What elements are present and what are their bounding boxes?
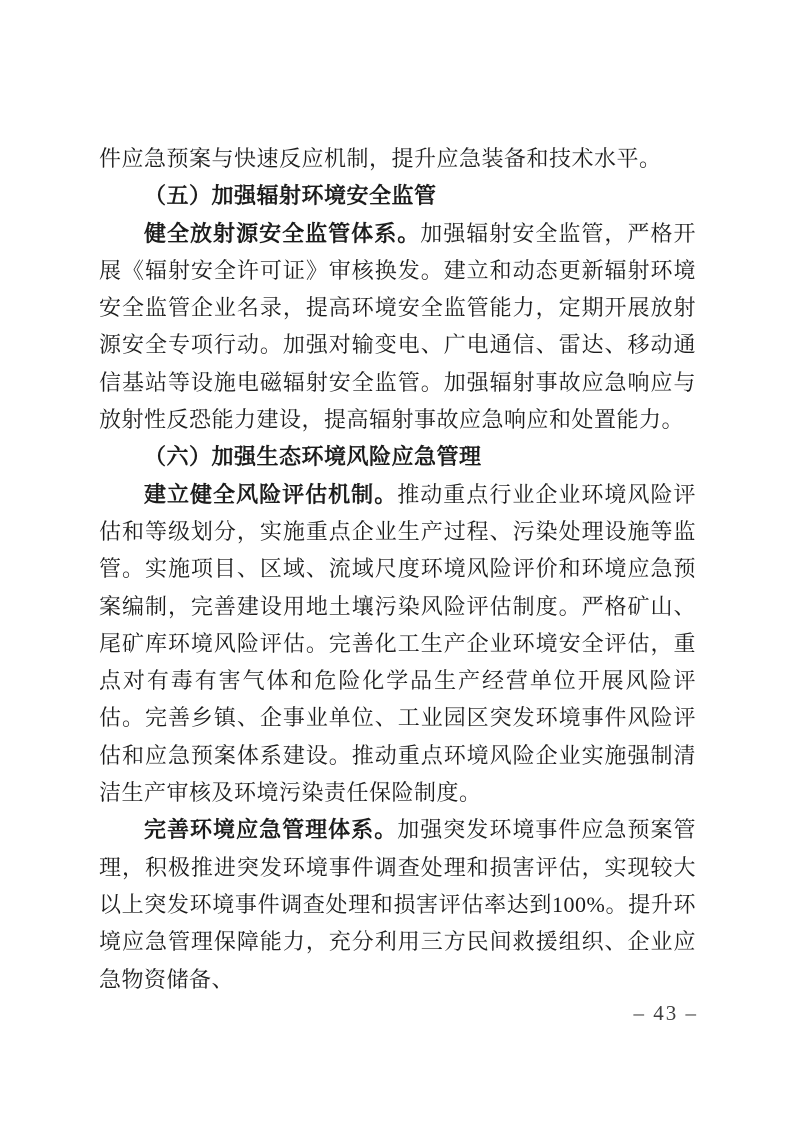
page-number: – 43 – — [633, 1001, 698, 1025]
paragraph-lead: 完善环境应急管理体系。 — [144, 817, 398, 843]
paragraph-text: 件应急预案与快速反应机制，提升应急装备和技术水平。 — [99, 146, 662, 171]
paragraph-lead: 建立健全风险评估机制。 — [144, 481, 398, 507]
paragraph — [99, 476, 696, 812]
paragraph-text: 推动重点行业企业环境风险评估和等级划分，实施重点企业生产过程、污染处理设施等监管。实施项目、区域、流域尺度环境风险评价和环境应急预案编制，完善建设用地土壤污染风险评估制度。严格矿山、尾矿库环境风险评估。完善化工生产企业环境安全评估，重点对有毒有害气体和危险化学品生产经营单位开展风险评估。完善乡镇、企事业单位、工业园区突发环境事件风险评估和应急预案体系建设。推动重点环境风险企业实施强制清洁生产审核及环境污染责任保险制度。 — [99, 481, 696, 806]
paragraph — [99, 811, 696, 997]
paragraph-continuation — [99, 140, 696, 177]
section-heading-text: （六）加强生态环境风险应急管理 — [144, 444, 482, 470]
section-heading-6 — [99, 438, 696, 475]
section-heading-text: （五）加强辐射环境安全监管 — [144, 183, 437, 209]
paragraph — [99, 215, 696, 439]
paragraph-lead: 健全放射源安全监管体系。 — [144, 220, 421, 246]
section-heading-5 — [99, 177, 696, 214]
text-block — [99, 140, 696, 998]
paragraph-text: 加强突发环境事件应急预案管理，积极推进突发环境事件调查处理和损害评估，实现较大以上突发环境事件调查处理和损害评估率达到100%。提升环境应急管理保障能力，充分利用三方民间救援组织、企业应急物资储备、 — [99, 817, 696, 992]
paragraph-text: 加强辐射安全监管，严格开展《辐射安全许可证》审核换发。建立和动态更新辐射环境安全监管企业名录，提高环境安全监管能力，定期开展放射源安全专项行动。加强对输变电、广电通信、雷达、移动通信基站等设施电磁辐射安全监管。加强辐射事故应急响应与放射性反恐能力建设，提高辐射事故应急响应和处置能力。 — [99, 220, 696, 433]
